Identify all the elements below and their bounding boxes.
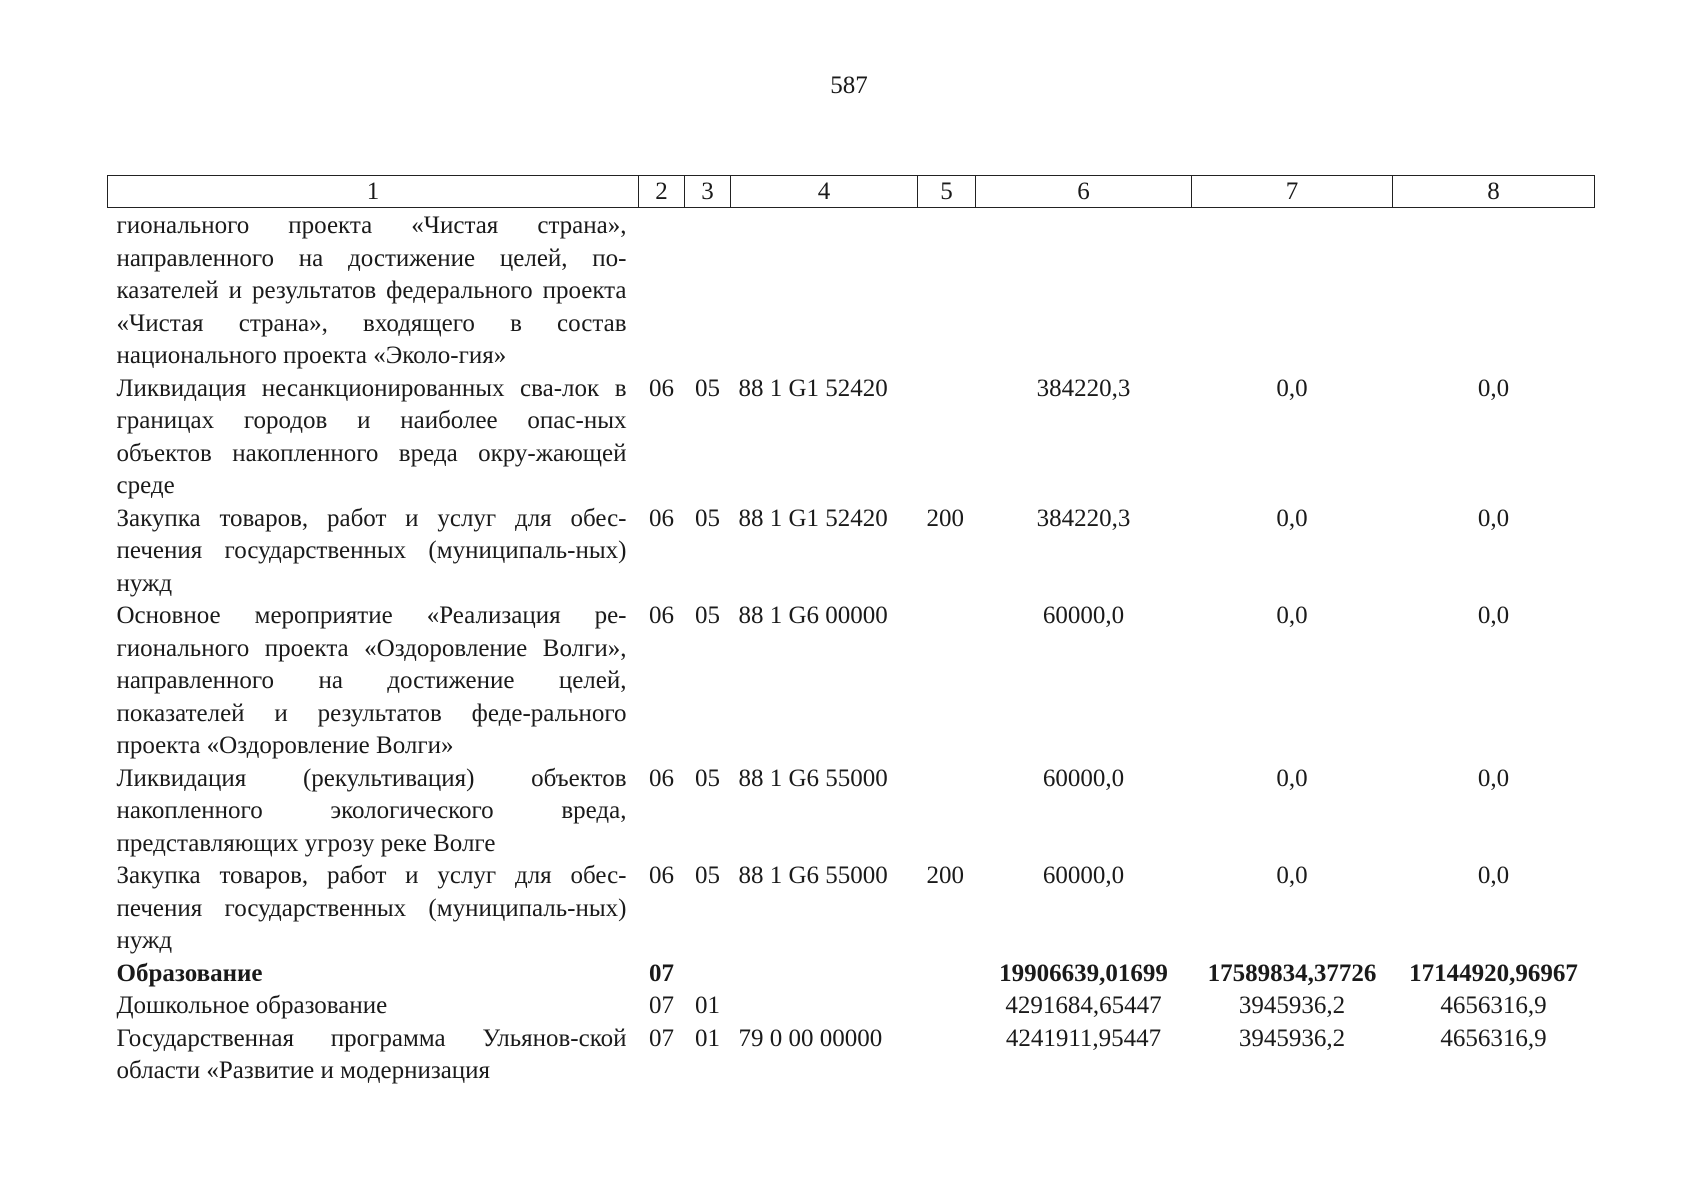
- row-name: Государственная программа Ульянов-ской области «Развитие и модернизация: [116, 1024, 627, 1084]
- subsection-code: [685, 208, 731, 373]
- amount-col-7: 17589834,37726: [1207, 959, 1377, 987]
- expense-type: [918, 600, 976, 763]
- amount-col-7: 3945936,2: [1238, 1024, 1346, 1052]
- col-header-2: 2: [639, 176, 685, 208]
- row-name: Ликвидация (рекультивация) объектов накопленного экологического вреда, представляющих угрозу реке Волге: [116, 764, 627, 857]
- budget-table: [107, 175, 1595, 1088]
- amount-col-7: 0,0: [1276, 764, 1308, 792]
- subsection-code: 05: [695, 862, 720, 889]
- expense-type: 200: [926, 504, 964, 532]
- table-row: [108, 1023, 1595, 1088]
- section-code: 06: [649, 602, 674, 629]
- amount-col-8: 0,0: [1477, 374, 1510, 402]
- amount-col-6: 60000,0: [1042, 764, 1125, 792]
- amount-col-6: 4291684,65447: [1005, 992, 1162, 1019]
- subsection-code: [685, 958, 731, 991]
- table-row: [108, 373, 1595, 503]
- amount-col-8: 0,0: [1477, 504, 1510, 532]
- amount-col-6: 384220,3: [1036, 504, 1131, 532]
- target-article: 88 1 G1 52420: [738, 504, 888, 532]
- col-header-6: 6: [976, 176, 1192, 208]
- target-article: [731, 208, 918, 373]
- target-article: 88 1 G6 55000: [738, 764, 888, 792]
- expense-type: [918, 958, 976, 991]
- amount-col-8: [1393, 208, 1595, 373]
- amount-col-8: 0,0: [1477, 764, 1510, 792]
- subsection-code: 05: [695, 602, 720, 629]
- amount-col-8: 0,0: [1477, 602, 1510, 629]
- amount-col-6: [976, 208, 1192, 373]
- col-header-4: 4: [731, 176, 918, 208]
- col-header-5: 5: [918, 176, 976, 208]
- subsection-code: 01: [695, 1024, 720, 1052]
- row-name: Образование: [116, 959, 263, 987]
- section-code: [639, 208, 685, 373]
- col-header-1: 1: [108, 176, 639, 208]
- target-article: [731, 958, 918, 991]
- subsection-code: 05: [695, 764, 720, 792]
- amount-col-7: [1192, 208, 1393, 373]
- expense-type: [918, 208, 976, 373]
- header-row: [108, 176, 1595, 208]
- amount-col-8: 17144920,96967: [1409, 959, 1578, 987]
- page-number: 587: [830, 72, 868, 99]
- expense-type: [918, 1023, 976, 1088]
- amount-col-7: 0,0: [1276, 374, 1308, 402]
- col-header-8: 8: [1393, 176, 1595, 208]
- amount-col-6: 60000,0: [1042, 602, 1125, 629]
- amount-col-7: 0,0: [1276, 602, 1308, 629]
- section-code: 06: [649, 862, 674, 889]
- subsection-code: 01: [695, 992, 720, 1019]
- table-row: [108, 860, 1595, 958]
- expense-type: [918, 763, 976, 861]
- row-name: гионального проекта «Чистая страна», направленного на достижение целей, по-казателей и результатов федерального проекта «Чистая страна», входящего в состав национального проекта «Эколо-гия»: [116, 212, 627, 369]
- row-name: Закупка товаров, работ и услуг для обес-печения государственных (муниципаль-ных) нужд: [116, 862, 627, 954]
- target-article: [731, 990, 918, 1023]
- col-header-7: 7: [1192, 176, 1393, 208]
- section-code: 07: [649, 992, 674, 1019]
- amount-col-6: 384220,3: [1036, 374, 1131, 402]
- table-row: [108, 763, 1595, 861]
- row-name: Основное мероприятие «Реализация ре-гионального проекта «Оздоровление Волги», направленного на достижение целей, показателей и результатов феде-рального проекта «Оздоровление Волги»: [116, 602, 627, 759]
- amount-col-8: 0,0: [1477, 862, 1510, 889]
- col-header-3: 3: [685, 176, 731, 208]
- table-row-section: [108, 958, 1595, 991]
- amount-col-7: 3945936,2: [1238, 992, 1346, 1019]
- table-row: [108, 503, 1595, 601]
- section-code: 06: [649, 504, 674, 532]
- target-article: 79 0 00 00000: [738, 1024, 883, 1052]
- row-name: Дошкольное образование: [116, 992, 388, 1019]
- amount-col-8: 4656316,9: [1440, 992, 1547, 1019]
- amount-col-8: 4656316,9: [1440, 1024, 1547, 1052]
- target-article: 88 1 G1 52420: [738, 374, 888, 402]
- row-name: Ликвидация несанкционированных сва-лок в границах городов и наиболее опас-ных объектов накопленного вреда окру-жающей среде: [116, 374, 627, 499]
- table-row: [108, 208, 1595, 373]
- section-code: 06: [649, 764, 674, 792]
- amount-col-6: 19906639,01699: [999, 959, 1168, 987]
- section-code: 07: [649, 1024, 674, 1052]
- amount-col-7: 0,0: [1276, 862, 1308, 889]
- subsection-code: 05: [695, 504, 720, 532]
- expense-type: 200: [926, 862, 964, 889]
- section-code: 07: [649, 959, 674, 987]
- amount-col-6: 60000,0: [1042, 862, 1125, 889]
- amount-col-7: 0,0: [1276, 504, 1308, 532]
- expense-type: [918, 373, 976, 503]
- target-article: 88 1 G6 55000: [738, 862, 888, 889]
- section-code: 06: [649, 374, 674, 402]
- row-name: Закупка товаров, работ и услуг для обес-печения государственных (муниципаль-ных) нужд: [116, 504, 627, 597]
- subsection-code: 05: [695, 374, 720, 402]
- amount-col-6: 4241911,95447: [1005, 1024, 1162, 1052]
- table-row: [108, 990, 1595, 1023]
- expense-type: [918, 990, 976, 1023]
- table-row: [108, 600, 1595, 763]
- target-article: 88 1 G6 00000: [738, 602, 888, 629]
